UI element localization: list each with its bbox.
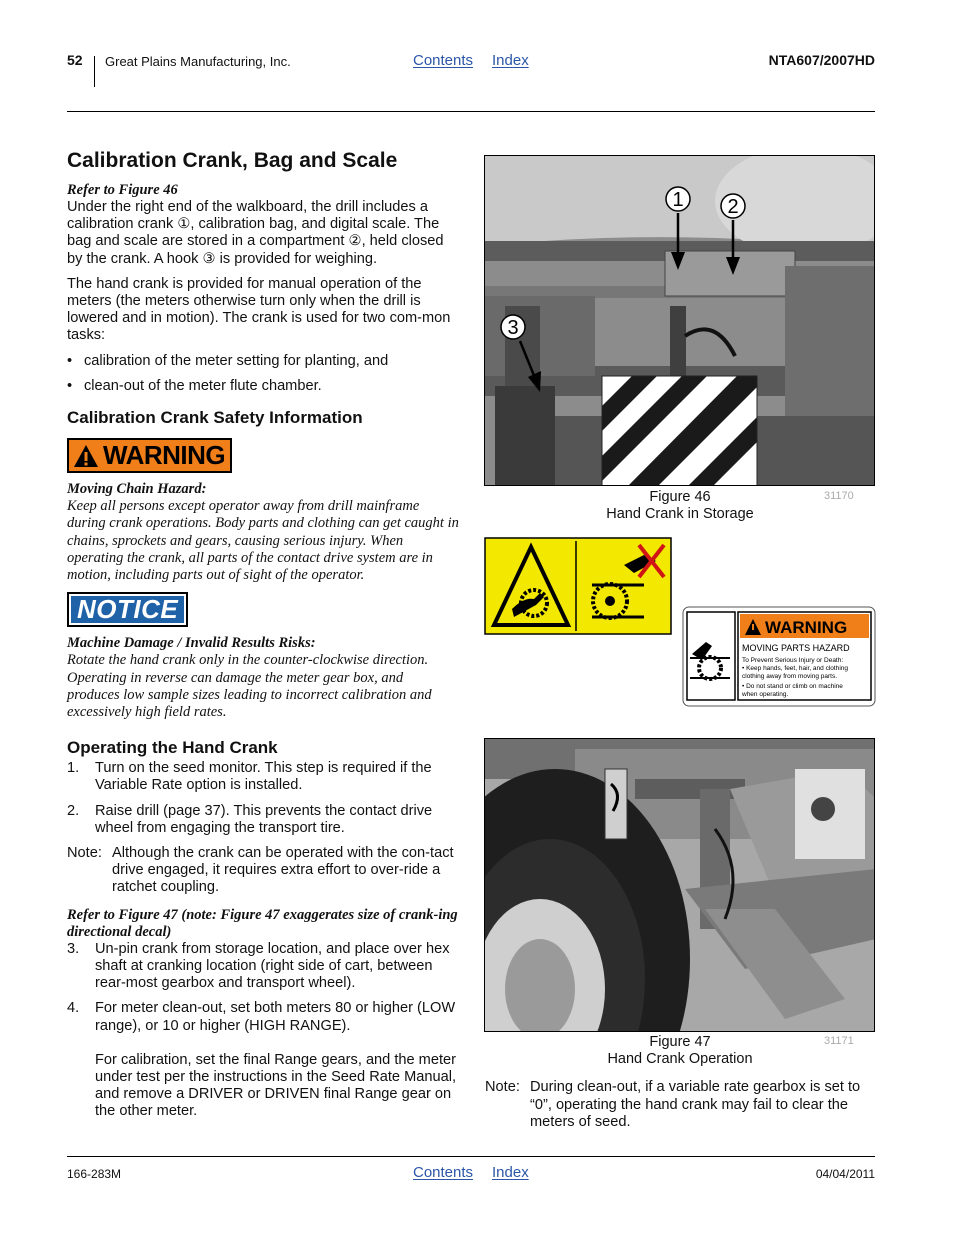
svg-text:• Keep hands, feet, hair, and: • Keep hands, feet, hair, and clothing — [742, 665, 848, 672]
figure46-image-id: 31170 — [824, 490, 854, 502]
figure46-reference: Refer to Figure 46 — [67, 182, 178, 198]
chain-entanglement-icon — [484, 537, 672, 635]
figure46-photo — [484, 155, 875, 486]
step-list — [67, 760, 459, 837]
chain-hazard-decal — [484, 537, 672, 640]
hand-crank-operation-image — [485, 739, 875, 1032]
crank-purpose-paragraph: The hand crank is provided for manual operation of the meters (the meters otherwise turn only when the drill is lowered and in motion). The crank is used for two com-mon tasks: — [67, 275, 451, 344]
callout-2 — [721, 194, 745, 218]
figure47-image-id: 31171 — [824, 1035, 854, 1047]
decal-warning-label: WARNING — [765, 618, 848, 637]
page-number: 52 — [67, 52, 83, 68]
decal-title: MOVING PARTS HAZARD — [742, 643, 850, 653]
step-1: 1. Turn on the seed monitor. This step is required if the Variable Rate option is installed. — [67, 760, 432, 794]
hazard-text: Keep all persons except operator away from drill mainframe during crank operations. Body parts and clothing can get caught in chains, sprockets and gears, causing serious injury. When operating the crank, all parts of the contact drive system are in motion, including parts out of sight of the operator. — [67, 498, 459, 584]
svg-text:2: 2 — [727, 196, 739, 218]
figure46-title: Hand Crank in Storage — [606, 506, 754, 522]
figure47-caption — [570, 1034, 790, 1068]
svg-text:• Do not stand or climb on mac: • Do not stand or climb on machine — [742, 683, 843, 690]
safety-heading: Calibration Crank Safety Information — [67, 408, 363, 428]
header-rule — [67, 111, 875, 112]
figure46-caption — [570, 489, 790, 523]
callout-3 — [501, 315, 525, 339]
step-2: 2. Raise drill (page 37). This prevents the contact drive wheel from engaging the transport tire. — [67, 802, 433, 836]
notice-text: Rotate the hand crank only in the counter-clockwise direction. Operating in reverse can damage the meter gear box, and produces low sample sizes leading to incorrect calibration and excessively high field rates. — [67, 652, 432, 721]
alert-triangle-icon — [73, 444, 99, 468]
svg-text:1: 1 — [672, 189, 684, 211]
step-list-2 — [67, 941, 459, 1121]
step-4: 4. For meter clean-out, set both meters 80 or higher (LOW range), or 10 or higher (HIGH RANGE). For calibration, set the final Range gears, and the meter under test per the instructions in the Seed Rate Manual, and remove a DRIVER or DRIVEN final Range gear on the other meter. — [67, 1000, 459, 1120]
notice-badge — [67, 592, 188, 627]
note-variable-rate: Note: During clean-out, if a variable rate gearbox is set to “0”, operating the hand crank may fail to clear the meters of seed. — [485, 1079, 861, 1130]
list-item: • clean-out of the meter flute chamber. — [67, 378, 459, 395]
model-number: NTA607/2007HD — [768, 52, 875, 68]
hazard-title: Moving Chain Hazard: — [67, 481, 207, 498]
hand-crank-storage-image — [485, 156, 875, 486]
task-list — [67, 353, 459, 395]
svg-text:clothing away from moving part: clothing away from moving parts. — [742, 673, 838, 680]
footer-rule — [67, 1156, 875, 1157]
notice-title: Machine Damage / Invalid Results Risks: — [67, 635, 316, 652]
figure47-number: Figure 47 — [649, 1034, 711, 1050]
figure47-title: Hand Crank Operation — [607, 1051, 753, 1067]
moving-parts-warning-decal — [682, 606, 876, 712]
header-divider — [94, 56, 95, 87]
list-item: • calibration of the meter setting for planting, and — [67, 353, 459, 370]
svg-text:when operating.: when operating. — [742, 691, 789, 698]
revision-date: 04/04/2011 — [815, 1167, 875, 1181]
callout-1 — [666, 187, 690, 211]
left-column — [67, 148, 459, 1129]
step-4-calibration: For calibration, set the final Range gears, and the meter under test per the instructions in the Seed Rate Manual, and remove a DRIVER or DRIVEN final Range gear on the other meter. — [95, 1051, 457, 1120]
svg-text:3: 3 — [507, 317, 519, 339]
footer-index-link[interactable]: Index — [492, 1164, 529, 1181]
moving-parts-decal-image — [682, 606, 876, 707]
company-name: Great Plains Manufacturing, Inc. — [105, 54, 291, 69]
figure46-number: Figure 46 — [649, 489, 711, 505]
note-contact-drive: Note: Although the crank can be operated with the con-tact drive engaged, it requires extra effort to over-ride a ratchet coupling. — [67, 845, 454, 896]
step-3: 3. Un-pin crank from storage location, and place over hex shaft at cranking location (right side of cart, between rear-most gearbox and transport wheel). — [67, 940, 450, 992]
figure47-reference: Refer to Figure 47 (note: Figure 47 exaggerates size of crank-ing directional decal) — [67, 906, 458, 940]
footer-contents-link[interactable]: Contents — [413, 1164, 474, 1181]
header-index-link[interactable]: Index — [492, 52, 529, 69]
figure47-photo — [484, 738, 875, 1032]
document-code: 166-283M — [67, 1167, 122, 1181]
header-contents-link[interactable]: Contents — [413, 52, 474, 69]
warning-label: WARNING — [103, 439, 226, 470]
notice-label: NOTICE — [77, 594, 179, 625]
intro-paragraph: Under the right end of the walkboard, the drill includes a calibration crank ①, calibration bag, and digital scale. The bag and scale are stored in a compartment ②, held closed by the crank. A hook ③ is provided for weighing. — [67, 199, 444, 267]
warning-badge — [67, 438, 232, 473]
operating-heading: Operating the Hand Crank — [67, 738, 278, 758]
svg-text:To Prevent Serious Injury or D: To Prevent Serious Injury or Death: — [742, 657, 844, 664]
section-title: Calibration Crank, Bag and Scale — [67, 149, 398, 172]
